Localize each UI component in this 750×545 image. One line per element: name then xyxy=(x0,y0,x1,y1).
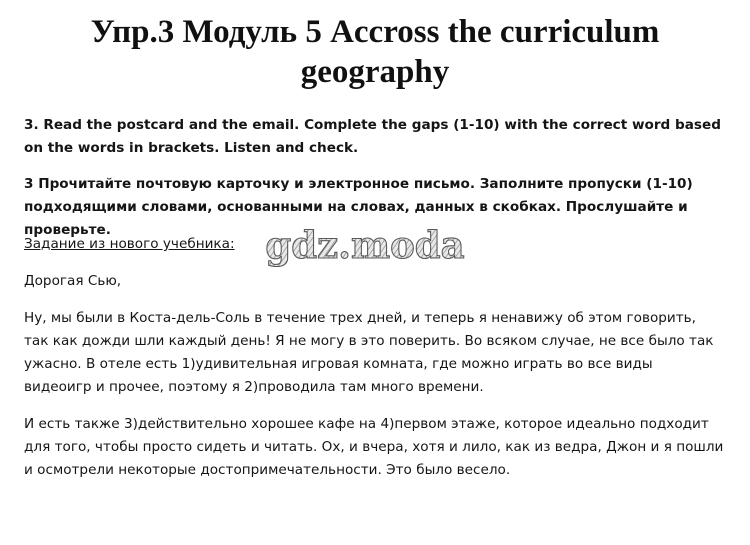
letter-greeting: Дорогая Сью, xyxy=(24,273,122,289)
watermark-logo xyxy=(255,222,475,270)
instruction-english: 3. Read the postcard and the email. Complete the gaps (1-10) with the correct word based on the words in brackets. Listen and check. xyxy=(24,117,721,156)
instruction-russian: 3 Прочитайте почтовую карточку и электронное письмо. Заполните пропуски (1-10) подходящими словами, основанными на словах, данных в скобках. Прослушайте и проверьте. xyxy=(24,176,693,238)
page-title: Упр.3 Модуль 5 Accross the curriculum geography xyxy=(90,14,660,90)
letter-paragraph-2: И есть также 3)действительно хорошее кафе на 4)первом этаже, которое идеально подходит для того, чтобы просто сидеть и читать. Ох, и вчера, хотя и лило, как из ведра, Джон и я пошли и осмотрели некоторые достопримечательности. Это было весело. xyxy=(24,416,724,478)
letter-paragraph-1: Ну, мы были в Коста-дель-Соль в течение трех дней, и теперь я ненавижу об этом говорить, так как дожди шли каждый день! Я не могу в это поверить. Во всяком случае, не все было так ужасно. В отеле есть 1)удивительная игровая комната, где можно играть во все виды видеоигр и прочее, поэтому я 2)проводила там много времени. xyxy=(24,310,714,395)
watermark-text: gdz.moda xyxy=(265,223,465,267)
watermark-logo-graphic xyxy=(255,222,475,270)
task-label: Задание из нового учебника: xyxy=(24,236,235,252)
